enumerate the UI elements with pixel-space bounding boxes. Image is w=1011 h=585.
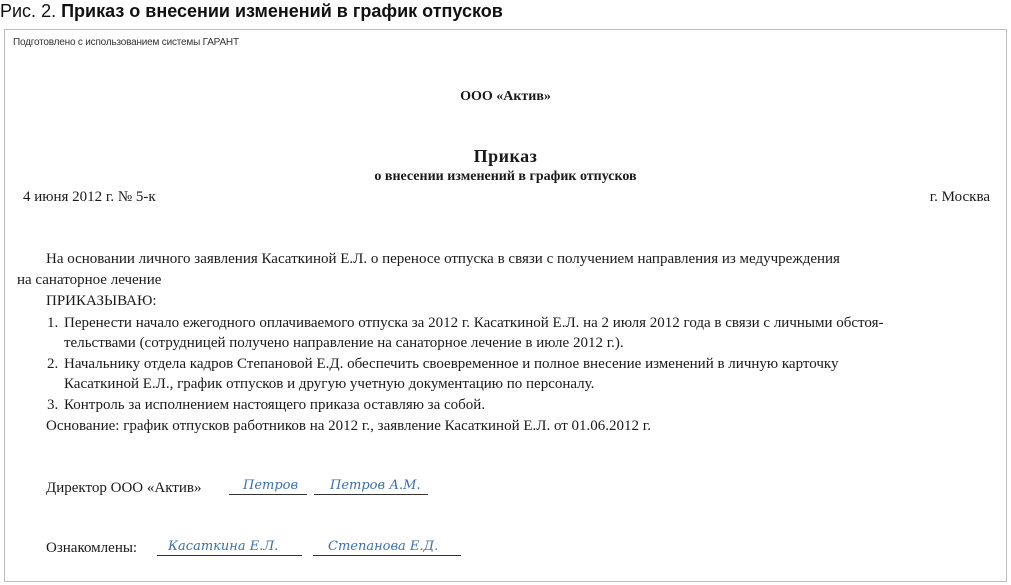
city: г. Москва (929, 189, 990, 205)
figure-caption (0, 0, 503, 26)
item-number: 2. (47, 356, 59, 372)
acquainted-label: Ознакомлены: (46, 540, 138, 556)
item-text: Начальнику отдела кадров Степановой Е.Д. обеспечить своевременное и полное внесение изменений в личную карточку (64, 356, 839, 372)
item-text-continued: Касаткиной Е.Л., график отпусков и другую учетную документацию по персоналу. (64, 376, 595, 392)
item-text: Перенести начало ежегодного оплачиваемого отпуска за 2012 г. Касаткиной Е.Л. на 2 июля 2012 года в связи с личными обстоя- (64, 315, 884, 331)
basis: Основание: график отпусков работников на 2012 г., заявление Касаткиной Е.Л. от 01.06.2012 г. (46, 418, 652, 434)
item-number: 1. (47, 315, 59, 331)
document-subtitle: о внесении изменений в график отпусков (374, 169, 637, 184)
director-signature: Петров (243, 478, 299, 493)
item-text: Контроль за исполнением настоящего приказа оставляю за собой. (64, 397, 486, 413)
caption-title: Приказ о внесении изменений в график отпусков (61, 1, 503, 21)
acquainted-signature-2: Степанова Е.Д. (328, 539, 439, 554)
document-title: Приказ (473, 146, 538, 166)
director-name: Петров А.М. (330, 478, 421, 493)
organization-name: ООО «Актив» (460, 89, 551, 104)
date-number: 4 июня 2012 г. № 5-к (23, 189, 156, 205)
preamble-line2: на санаторное лечение (17, 272, 162, 288)
garant-note: Подготовлено с использованием системы ГАРАНТ (13, 37, 239, 48)
caption-prefix: Рис. 2. (0, 1, 62, 21)
order-word: ПРИКАЗЫВАЮ: (46, 293, 157, 309)
item-number: 3. (47, 397, 59, 413)
acquainted-signature-1: Касаткина Е.Л. (168, 539, 279, 554)
preamble-line1: На основании личного заявления Касаткиной Е.Л. о переносе отпуска в связи с получением направления из медучреждения (46, 251, 840, 267)
director-label: Директор ООО «Актив» (46, 480, 202, 496)
item-text-continued: тельствами (сотрудницей получено направление на санаторное лечение в июле 2012 г.). (64, 335, 624, 351)
